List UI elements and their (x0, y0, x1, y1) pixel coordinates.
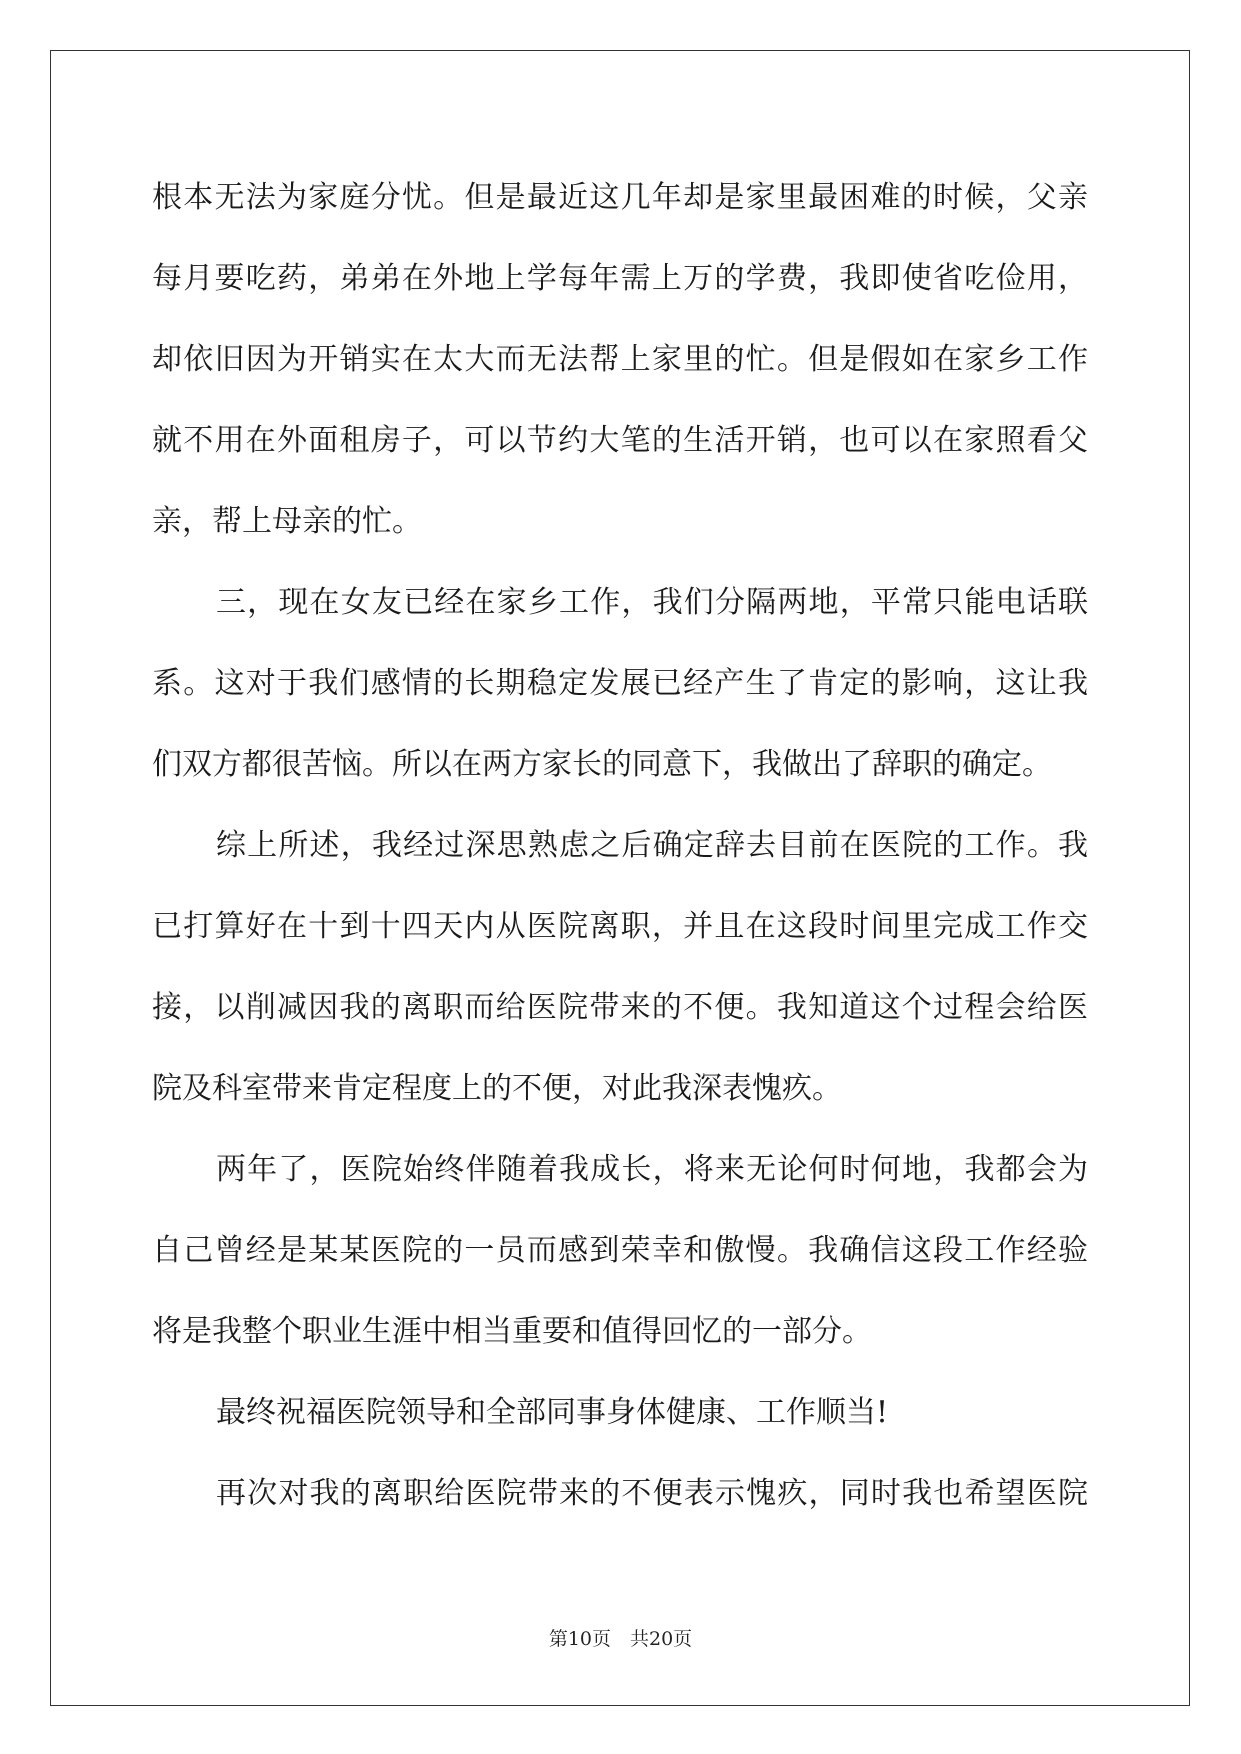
text-line: 将是我整个职业生涯中相当重要和值得回忆的一部分。 (152, 1314, 872, 1349)
text-line: 综上所述，我经过深思熟虑之后确定辞去目前在医院的工作。我 (216, 828, 1088, 863)
text-line: 三，现在女友已经在家乡工作，我们分隔两地，平常只能电话联 (216, 585, 1088, 620)
text-line: 已打算好在十到十四天内从医院离职，并且在这段时间里完成工作交 (152, 909, 1088, 944)
text-line: 根本无法为家庭分忧。但是最近这几年却是家里最困难的时候，父亲 (152, 180, 1088, 215)
text-line: 每月要吃药，弟弟在外地上学每年需上万的学费，我即使省吃俭用， (152, 261, 1088, 296)
text-line: 却依旧因为开销实在太大而无法帮上家里的忙。但是假如在家乡工作 (152, 342, 1088, 377)
text-line: 最终祝福医院领导和全部同事身体健康、工作顺当! (216, 1395, 889, 1430)
text-line: 两年了，医院始终伴随着我成长，将来无论何时何地，我都会为 (216, 1152, 1088, 1187)
text-line: 亲，帮上母亲的忙。 (152, 504, 422, 539)
document-body (152, 157, 1088, 1534)
page-number: 第10页 共20页 (548, 1628, 693, 1650)
text-line: 自己曾经是某某医院的一员而感到荣幸和傲慢。我确信这段工作经验 (152, 1233, 1088, 1268)
text-line: 系。这对于我们感情的长期稳定发展已经产生了肯定的影响，这让我 (152, 666, 1088, 701)
text-line: 再次对我的离职给医院带来的不便表示愧疚，同时我也希望医院 (216, 1476, 1088, 1511)
text-line: 接，以削减因我的离职而给医院带来的不便。我知道这个过程会给医 (152, 990, 1088, 1025)
text-line: 院及科室带来肯定程度上的不便，对此我深表愧疚。 (152, 1071, 842, 1106)
text-line: 就不用在外面租房子，可以节约大笔的生活开销，也可以在家照看父 (152, 423, 1088, 458)
text-line: 们双方都很苦恼。所以在两方家长的同意下，我做出了辞职的确定。 (152, 747, 1052, 782)
